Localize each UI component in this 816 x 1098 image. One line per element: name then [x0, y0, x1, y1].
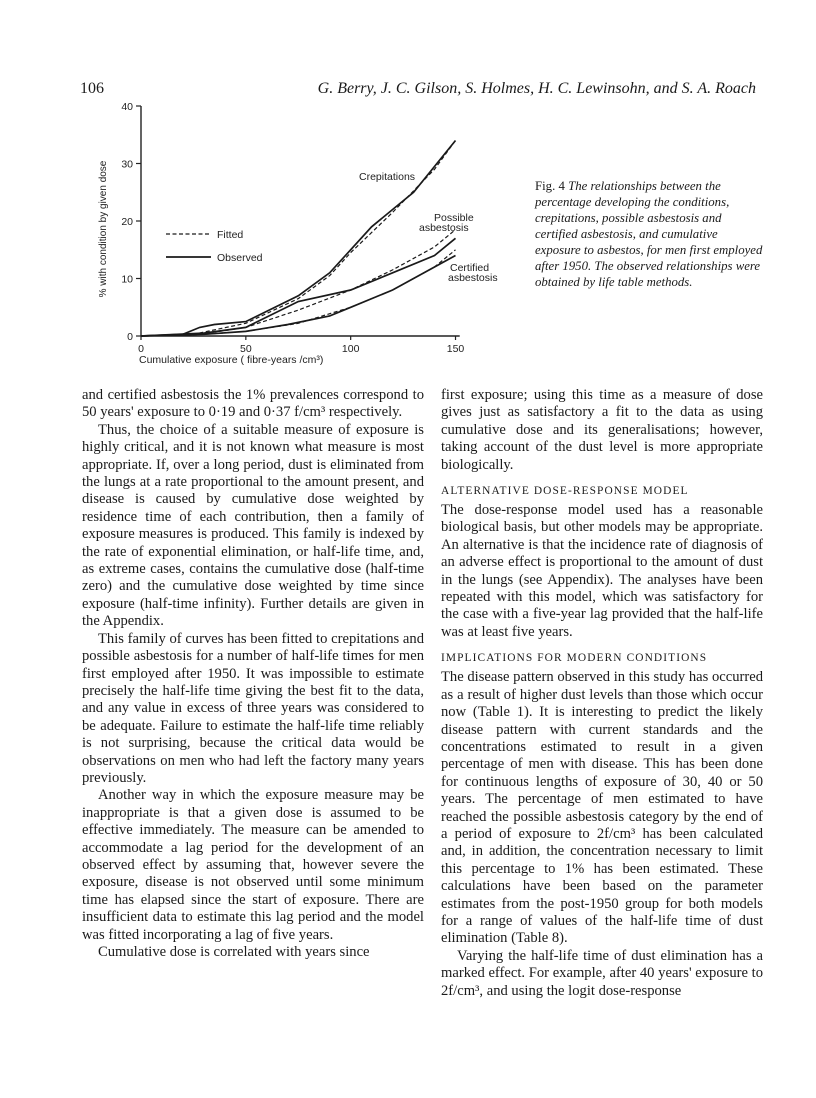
legend-fitted-label: Fitted	[217, 229, 244, 241]
section-heading-alternative-model: ALTERNATIVE DOSE-RESPONSE MODEL	[441, 485, 689, 498]
paragraph: first exposure; using this time as a measure of dose gives just as satisfactory a fit to the data as using cumulative dose and its generalisations; however, taking account of the dust level is more appropriate biologically.	[441, 387, 763, 473]
paragraph: The disease pattern observed in this study has occurred as a result of higher dust levels than those which occur now (Table 1). It is interesting to predict the likely disease pattern with current standards and the concentrations estimated to result in a given percentage of men with disease. This has been done for continuous lengths of exposure of 30, 40 or 50 years. The percentage of men estimated to have reached the possible asbestosis category by the end of a period of exposure to 2f/cm³ has been calculated and, in addition, the concentration necessary to limit this percentage to 1% has been estimated. These calculations have been based on the parameter estimates from the post-1950 group for both models for a range of values of the half-life time of dust elimination (Table 8).	[441, 669, 763, 947]
certified-asbestosis-fitted-line	[141, 250, 456, 336]
figure-caption	[535, 178, 765, 290]
paragraph: Thus, the choice of a suitable measure of exposure is highly critical, and it is not known what measure is most appropriate. If, over a long period, dust is eliminated from the lungs at a rate proportional to the amount present, and disease is caused by cumulative dose weighted by residence time of each contribution, then a family of exposure measures is produced. This family is indexed by the rate of exponential elimination, or half-life time, and, as extreme cases, contains the cumulative dose (half-time zero) and the cumulative dose weighted by time since exposure (half-time infinity). Further details are given in the Appendix.	[82, 421, 424, 630]
y-axis-label: % with condition by given dose	[98, 160, 109, 298]
page-number: 106	[80, 80, 104, 97]
curve-label-possible-asbestosis: asbestosis	[419, 222, 469, 234]
possible-asbestosis-observed-line	[141, 238, 456, 336]
left-column	[82, 387, 424, 961]
chart-ticks	[121, 101, 464, 355]
running-head-authors: G. Berry, J. C. Gilson, S. Holmes, H. C. Lewinsohn, and S. A. Roach	[317, 80, 756, 97]
curve-label-certified: Certified	[450, 262, 490, 274]
x-tick-label: 150	[446, 343, 465, 355]
figure-4	[78, 96, 508, 376]
x-tick-label: 100	[341, 343, 360, 355]
right-column	[441, 387, 763, 1000]
paragraph: Cumulative dose is correlated with years since	[98, 944, 370, 960]
figure-caption-label: Fig. 4	[535, 179, 565, 193]
chart-lines	[141, 141, 456, 337]
paragraph: Varying the half-life time of dust elimination has a marked effect. For example, after 40 years' exposure to 2f/cm³, and using the logit dose-response	[441, 947, 763, 999]
paragraph: and certified asbestosis the 1% prevalences correspond to 50 years' exposure to 0·19 and 0·37 f/cm³ respectively.	[82, 387, 424, 421]
curve-label-possible: Possible	[434, 212, 474, 224]
y-tick-label: 0	[127, 331, 133, 343]
curve-label-crepitations: Crepitations	[359, 171, 416, 183]
x-tick-label: 0	[138, 343, 144, 355]
paragraph: This family of curves has been fitted to crepitations and possible asbestosis for a number of half-life times for men first employed after 1950. It was impossible to estimate precisely the half-life time giving the best fit to the data, and any value in excess of three years was considered to be adequate. Failure to estimate the half-life time reliably is not surprising, because the critical data would be observations on men who had left the factory many years previously.	[82, 630, 424, 786]
section-heading-modern-conditions: IMPLICATIONS FOR MODERN CONDITIONS	[441, 652, 708, 665]
y-tick-label: 20	[121, 216, 133, 228]
dose-response-chart	[78, 96, 508, 376]
figure-caption-text: The relationships between the percentage developing the conditions, crepitations, possible asbestosis and certified asbestosis, and cumulative exposure to asbestos, for men first employed after 1950. The observed relationships were obtained by life table methods.	[535, 179, 763, 289]
crepitations-fitted-line	[141, 141, 456, 337]
paragraph: The dose-response model used has a reasonable biological basis, but other models may be appropriate. An alternative is that the incidence rate of diagnosis of an adverse effect is proportional to the amount of dust in the lungs (see Appendix). The analyses have been repeated with this model, which was satisfactory for the case with a five-year lag provided that the half-life was at least five years.	[441, 502, 763, 640]
x-tick-label: 50	[239, 343, 252, 355]
y-tick-label: 30	[121, 158, 133, 171]
curve-label-certified-asbestosis: asbestosis	[448, 272, 498, 284]
x-axis-label: Cumulative exposure ( fibre-years /cm³)	[139, 354, 324, 366]
y-tick-label: 40	[121, 101, 133, 113]
legend-observed-label: Observed	[217, 252, 263, 264]
crepitations-observed-line	[141, 141, 456, 337]
paragraph: Another way in which the exposure measure may be inappropriate is that a given dose is assumed to be effective immediately. The measure can be amended to accommodate a lag period for the development of an observed effect by assuming that, however severe the exposure, disease is not observed until some minimum time has elapsed since the start of exposure. There are insufficient data to estimate this lag period and the model was fitted incorporating a lag of five years.	[82, 787, 424, 943]
y-tick-label: 10	[121, 273, 133, 286]
possible-asbestosis-fitted-line	[141, 230, 456, 336]
